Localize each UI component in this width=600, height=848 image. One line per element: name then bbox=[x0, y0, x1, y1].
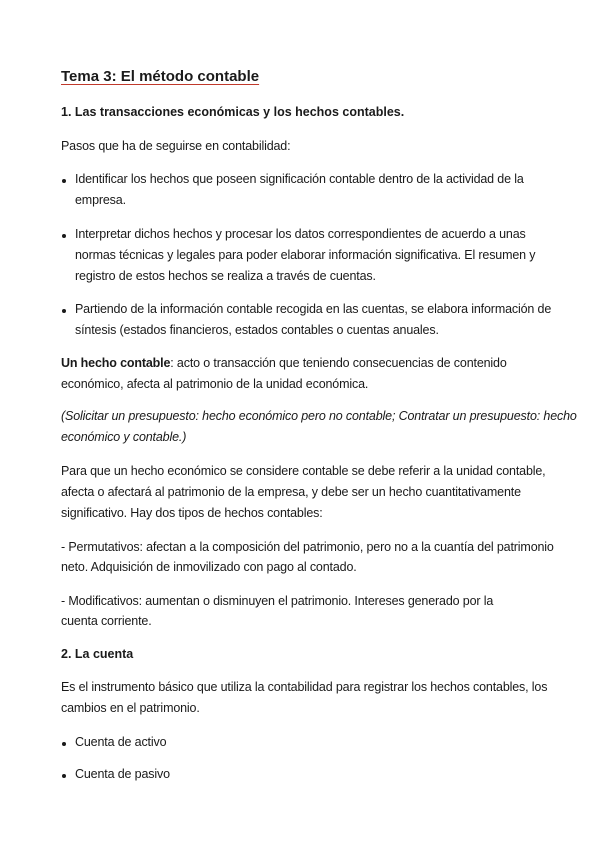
cuenta-pasivo-item: Cuenta de pasivo bbox=[75, 767, 170, 781]
step-2-line-3: registro de estos hechos se realiza a través de cuentas. bbox=[75, 269, 376, 283]
paragraph-line-2: afecta o afectará al patrimonio de la empresa, y debe ser un hecho cuantitativamente bbox=[61, 485, 521, 499]
example-line-1: (Solicitar un presupuesto: hecho económico pero no contable; Contratar un presupuesto: hecho bbox=[61, 409, 577, 423]
section-1-heading: 1. Las transacciones económicas y los hechos contables. bbox=[61, 105, 405, 119]
bullet-dot bbox=[62, 742, 66, 746]
bullet-dot bbox=[62, 234, 66, 238]
definition-text: : acto o transacción que teniendo consecuencias de contenido bbox=[170, 356, 507, 370]
example-line-2: económico y contable.) bbox=[61, 430, 187, 444]
step-3-line-1: Partiendo de la información contable recogida en las cuentas, se elabora información de bbox=[75, 302, 552, 316]
definition-line-1 bbox=[61, 356, 507, 370]
permutativos-line-1: - Permutativos: afectan a la composición del patrimonio, pero no a la cuantía del patrimonio bbox=[61, 540, 554, 554]
cuenta-paragraph-line-2: cambios en el patrimonio. bbox=[61, 701, 200, 715]
step-1-line-2: empresa. bbox=[75, 193, 126, 207]
bullet-dot bbox=[62, 774, 66, 778]
bullet-dot bbox=[62, 309, 66, 313]
cuenta-activo-item: Cuenta de activo bbox=[75, 735, 167, 749]
cuenta-paragraph-line-1: Es el instrumento básico que utiliza la contabilidad para registrar los hechos contables, los bbox=[61, 680, 548, 694]
steps-intro: Pasos que ha de seguirse en contabilidad: bbox=[61, 139, 291, 153]
permutativos-line-2: neto. Adquisición de inmovilizado con pago al contado. bbox=[61, 560, 357, 574]
modificativos-line-2: cuenta corriente. bbox=[61, 614, 152, 628]
step-1-line-1: Identificar los hechos que poseen significación contable dentro de la actividad de la bbox=[75, 172, 524, 186]
section-2-heading: 2. La cuenta bbox=[61, 647, 134, 661]
bullet-dot bbox=[62, 179, 66, 183]
paragraph-line-1: Para que un hecho económico se considere contable se debe referir a la unidad contable, bbox=[61, 464, 546, 478]
modificativos-line-1: - Modificativos: aumentan o disminuyen el patrimonio. Intereses generado por la bbox=[61, 594, 494, 608]
definition-term: Un hecho contable bbox=[61, 356, 171, 370]
step-2-line-2: normas técnicas y legales para poder elaborar información significativa. El resumen y bbox=[75, 248, 536, 262]
page-title: Tema 3: El método contable bbox=[61, 68, 260, 85]
definition-line-2: económico, afecta al patrimonio de la unidad económica. bbox=[61, 377, 369, 391]
paragraph-line-3: significativo. Hay dos tipos de hechos contables: bbox=[61, 506, 323, 520]
step-3-line-2: síntesis (estados financieros, estados contables o cuentas anuales. bbox=[75, 323, 439, 337]
step-2-line-1: Interpretar dichos hechos y procesar los datos correspondientes de acuerdo a unas bbox=[75, 227, 526, 241]
